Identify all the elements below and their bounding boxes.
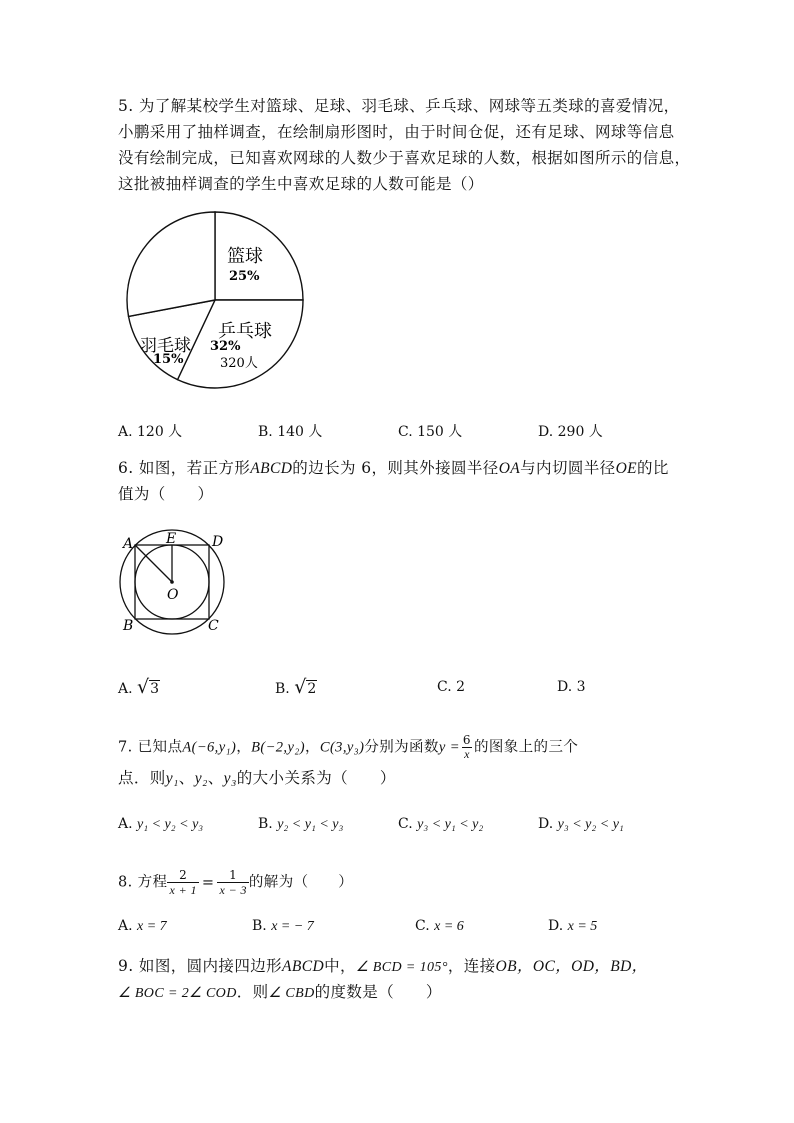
- q9-angle-relation: ∠ BOC = 2∠ COD: [118, 986, 237, 1001]
- label-a: A: [123, 536, 134, 552]
- q5-option-c[interactable]: C. 150 人: [398, 424, 463, 440]
- q7-text: 的大小关系为（ ）: [236, 769, 396, 787]
- radicand: 2: [307, 681, 317, 697]
- q9-segments: OB，OC，OD，BD，: [495, 958, 648, 975]
- q6-text: 的比: [637, 459, 669, 477]
- pie-chart: [120, 210, 320, 400]
- q7-option-c[interactable]: [398, 816, 483, 833]
- q7-option-b[interactable]: [258, 816, 343, 833]
- q6-option-b[interactable]: [275, 676, 317, 698]
- fraction-numerator: 6: [462, 733, 471, 747]
- q7-text: 7. 已知点: [118, 739, 183, 756]
- q8-text: 的解为（ ）: [248, 874, 354, 891]
- slice-percent-badminton: 15%: [153, 352, 184, 367]
- lhs-fraction: [167, 868, 198, 897]
- option-expression: y₂ < y₁ < y₃: [277, 817, 344, 832]
- q6-option-a[interactable]: [118, 676, 160, 698]
- q8-option-c[interactable]: [415, 918, 464, 935]
- q5-line-2: 小鹏采用了抽样调查，在绘制扇形图时，由于时间仓促，还有足球、网球等信息: [118, 123, 675, 141]
- option-letter: A.: [118, 681, 138, 697]
- fraction-numerator: 1: [217, 868, 248, 883]
- q5-option-d[interactable]: D. 290 人: [538, 424, 603, 440]
- fraction-denominator: x − 3: [219, 883, 247, 897]
- q6-oe: OE: [615, 460, 638, 477]
- q6-line-2: 值为（ ）: [118, 485, 214, 503]
- function-fraction: [462, 734, 472, 761]
- label-d: D: [212, 534, 224, 550]
- q7-line-1: [118, 734, 578, 761]
- label-b: B: [123, 618, 134, 634]
- q9-quad-name: ABCD: [282, 958, 325, 975]
- slice-count-pingpong: 320人: [220, 356, 258, 371]
- option-letter: B.: [252, 918, 272, 934]
- pie-slice-unlabeled: [127, 212, 215, 316]
- var-y2: y₂: [194, 770, 208, 787]
- q9-text: 中，: [324, 957, 356, 975]
- radical-icon: √: [294, 676, 307, 698]
- q5-line-3: 没有绘制完成，已知喜欢网球的人数少于喜欢足球的人数，根据如图所示的信息，: [118, 149, 691, 167]
- slice-percent-pingpong: 32%: [210, 339, 241, 354]
- q6-line-1: [118, 455, 669, 482]
- fraction-numerator: 2: [167, 868, 198, 883]
- q8-option-d[interactable]: [548, 918, 597, 935]
- q9-text: 的度数是（ ）: [314, 983, 442, 1001]
- option-letter: C.: [415, 918, 435, 934]
- slice-label-pingpong: 乒乓球: [218, 321, 272, 342]
- option-expression: y₃ < y₂ < y₁: [557, 817, 624, 832]
- point-b: B(−2,y₂): [251, 739, 305, 756]
- option-letter: B.: [258, 816, 278, 832]
- label-c: C: [208, 618, 219, 634]
- slice-label-basketball: 篮球: [227, 246, 263, 267]
- option-letter: D.: [538, 816, 558, 832]
- q8-line-1: [118, 868, 353, 897]
- point-a: A(−6,y₁): [182, 739, 237, 756]
- q6-square-name: ABCD: [250, 460, 293, 477]
- equals-sign: =: [201, 874, 215, 891]
- q7-text: 分别为函数: [364, 739, 439, 756]
- q9-line-2: [118, 979, 442, 1007]
- slice-label-badminton: 羽毛球: [140, 336, 191, 356]
- q9-angle-bcd: ∠ BCD = 105°: [355, 960, 448, 975]
- q6-option-d[interactable]: D. 3: [557, 679, 586, 695]
- radicand: 3: [150, 681, 160, 697]
- q5-line-1: 5. 为了解某校学生对篮球、足球、羽毛球、乒乓球、网球等五类球的喜爱情况，: [118, 97, 680, 115]
- option-letter: A.: [118, 816, 138, 832]
- label-o: O: [167, 587, 179, 603]
- q8-option-b[interactable]: [252, 918, 314, 935]
- q6-text: 6. 如图，若正方形: [118, 459, 251, 477]
- rhs-fraction: [217, 868, 248, 897]
- q8-option-a[interactable]: [118, 918, 167, 935]
- q7-text: 点．则: [118, 769, 166, 787]
- q9-text: 9. 如图，圆内接四边形: [118, 957, 283, 975]
- square-circle-figure: [115, 528, 235, 638]
- option-letter: C.: [398, 816, 418, 832]
- fraction-denominator: x + 1: [169, 883, 197, 897]
- fraction-denominator: x: [464, 747, 470, 761]
- point-c: C(3,y₃): [319, 739, 365, 756]
- option-letter: A.: [118, 918, 138, 934]
- label-e: E: [166, 531, 177, 547]
- q7-line-2: 点．则y₁、y₂、y₃的大小关系为（ ）: [118, 769, 396, 787]
- option-letter: D.: [548, 918, 568, 934]
- q9-line-1: [118, 953, 648, 981]
- q7-text: ，: [236, 739, 252, 756]
- q9-text: ．则: [236, 983, 269, 1001]
- q6-text: 与内切圆半径: [520, 459, 616, 477]
- q6-text: 的边长为 6，则其外接圆半径: [292, 459, 499, 477]
- option-letter: B.: [275, 681, 295, 697]
- radical-icon: √: [137, 676, 150, 698]
- q5-line-4: 这批被抽样调查的学生中喜欢足球的人数可能是（）: [118, 175, 484, 193]
- var-y1: y₁: [165, 770, 179, 787]
- option-expression: x = − 7: [271, 919, 314, 934]
- q7-option-a[interactable]: [118, 816, 203, 833]
- q8-text: 8. 方程: [118, 874, 168, 891]
- q9-angle-cbd: ∠ CBD: [268, 986, 315, 1001]
- q6-option-c[interactable]: C. 2: [437, 679, 466, 695]
- function-lhs: y =: [438, 739, 460, 756]
- option-expression: y₁ < y₂ < y₃: [137, 817, 204, 832]
- option-expression: x = 5: [567, 919, 598, 934]
- option-expression: x = 6: [434, 919, 464, 934]
- q7-option-d[interactable]: [538, 816, 624, 833]
- option-expression: x = 7: [137, 919, 167, 934]
- q7-text: 的图象上的三个: [473, 739, 579, 756]
- var-y3: y₃: [223, 770, 237, 787]
- option-expression: y₃ < y₁ < y₂: [417, 817, 484, 832]
- q9-text: ，连接: [447, 957, 496, 975]
- q6-oa: OA: [498, 460, 521, 477]
- q5-option-a[interactable]: A. 120 人: [118, 424, 183, 440]
- q7-text: ，: [304, 739, 320, 756]
- slice-percent-basketball: 25%: [229, 269, 260, 284]
- q5-option-b[interactable]: B. 140 人: [258, 424, 323, 440]
